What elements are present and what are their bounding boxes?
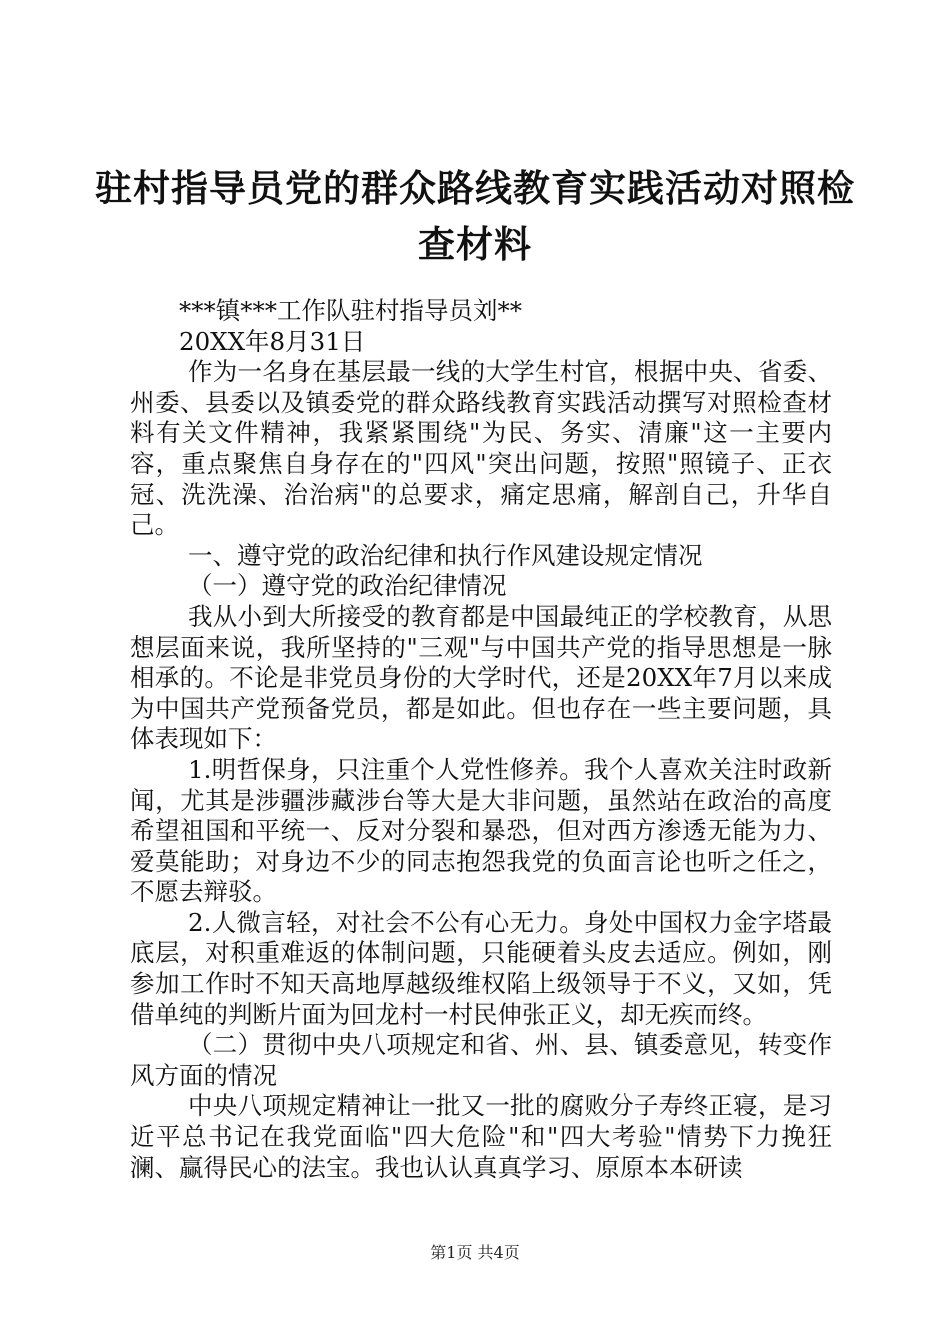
date-line: 20XX年8月31日	[179, 326, 366, 356]
paragraph-item-2: 2.人微言轻，对社会不公有心无力。身处中国权力金字塔最底层，对积重难返的体制问题，只能硬着头皮去适应。例如，刚参加工作时不知天高地厚越级维权陷上级领导于不义，又如，凭借单纯的判断片面为回龙村一村民伸张正义，却无疾而终。	[130, 907, 832, 1029]
document-title	[0, 160, 950, 272]
section-heading-1: 一、遵守党的政治纪律和执行作风建设规定情况	[188, 540, 703, 570]
paragraph-political-discipline: 我从小到大所接受的教育都是中国最纯正的学校教育，从思想层面来说，我所坚持的"三观"与中国共产党的指导思想是一脉相承的。不论是非党员身份的大学时代，还是20XX年7月以来成为中国共产党预备党员，都是如此。但也存在一些主要问题，具体表现如下：	[130, 601, 832, 754]
paragraph-eight-rules: 中央八项规定精神让一批又一批的腐败分子寿终正寝，是习近平总书记在我党面临"四大危险"和"四大考验"情势下力挽狂澜、赢得民心的法宝。我也认认真真学习、原原本本研读	[130, 1091, 832, 1182]
document-body	[130, 296, 832, 1183]
subsection-heading-2: （二）贯彻中央八项规定和省、州、县、镇委意见，转变作风方面的情况	[130, 1030, 832, 1090]
paragraph-item-1: 1.明哲保身，只注重个人党性修养。我个人喜欢关注时政新闻，尤其是涉疆涉藏涉台等大是大非问题，虽然站在政治的高度希望祖国和平统一、反对分裂和暴恐，但对西方渗透无能为力、爱莫能助；对身边不少的同志抱怨我党的负面言论也听之任之，不愿去辩驳。	[130, 754, 832, 907]
title-line-2: 查材料	[418, 222, 532, 266]
subsection-heading-1: （一）遵守党的政治纪律情况	[188, 571, 507, 601]
page-footer: 第1页 共4页	[430, 1243, 520, 1262]
paragraph-intro: 作为一名身在基层最一线的大学生村官，根据中央、省委、州委、县委以及镇委党的群众路线教育实践活动撰写对照检查材料有关文件精神，我紧紧围绕"为民、务实、清廉"这一主要内容，重点聚焦自身存在的"四风"突出问题，按照"照镜子、正衣冠、洗洗澡、治治病"的总要求，痛定思痛，解剖自己，升华自己。	[130, 357, 832, 540]
title-line-1: 驻村指导员党的群众路线教育实践活动对照检	[95, 166, 855, 210]
author-line: ***镇***工作队驻村指导员刘**	[179, 296, 522, 325]
